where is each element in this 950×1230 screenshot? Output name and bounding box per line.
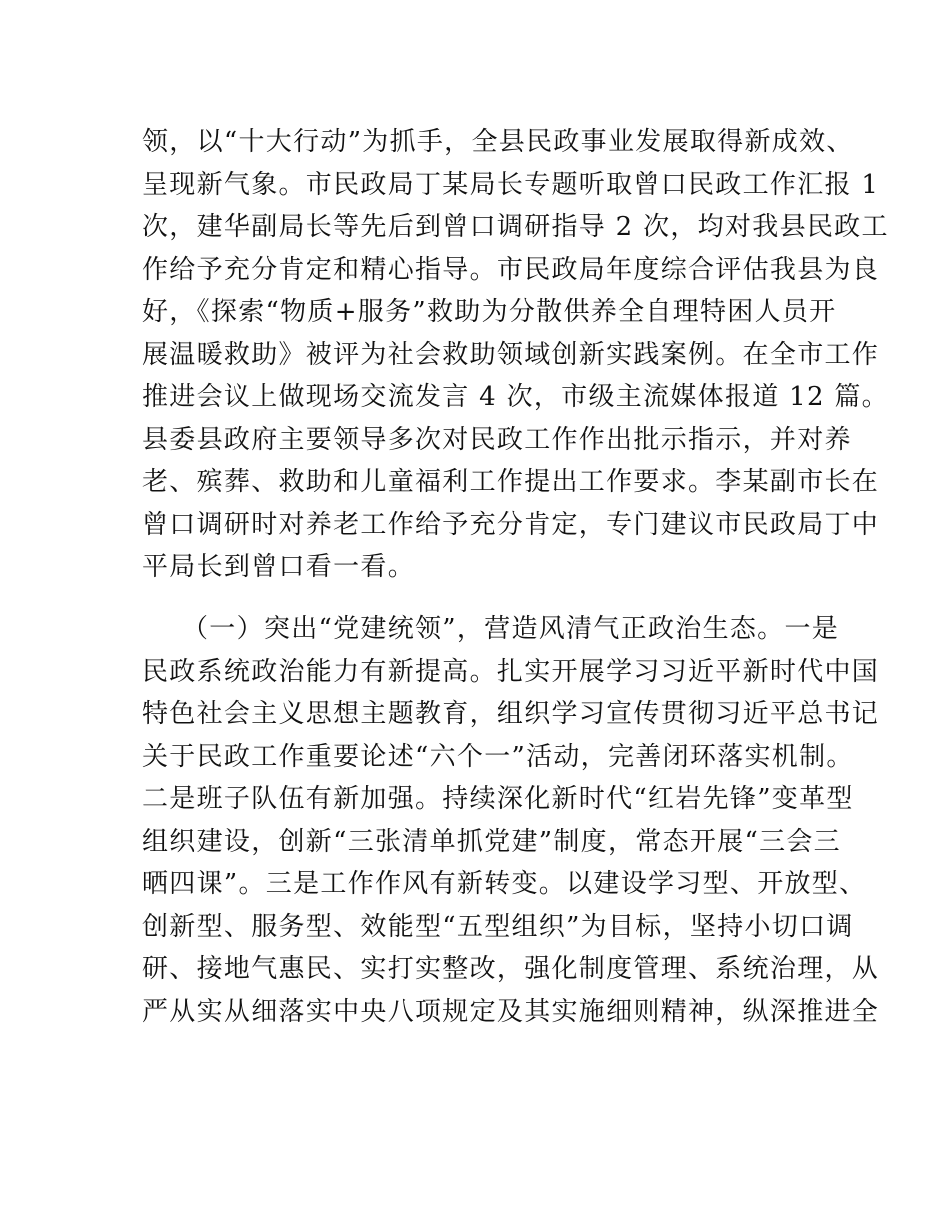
paragraph-1	[142, 121, 889, 589]
paragraph-line: 曾口调研时对养老工作给予充分肯定，专门建议市民政局丁中	[142, 509, 880, 540]
paragraph-line: 平局长到曾口看一看。	[142, 552, 416, 582]
paragraph-line: 晒四课”。三是工作作风有新转变。以建设学习型、开放型、	[142, 869, 867, 899]
paragraph-line: （一）突出“党建统领”，营造风清气正政治生态。一是	[182, 614, 840, 644]
paragraph-line: 民政系统政治能力有新提高。扎实开展学习习近平新时代中国	[142, 656, 880, 687]
paragraph-line: 好，《探索“物质+服务”救助为分散供养全自理特困人员开	[142, 297, 837, 327]
paragraph-line: 县委县政府主要领导多次对民政工作作出批示指示，并对养	[142, 424, 852, 455]
paragraph-line: 创新型、服务型、效能型“五型组织”为目标，坚持小切口调	[142, 911, 854, 942]
paragraph-2	[142, 608, 880, 1033]
paragraph-line: 推进会议上做现场交流发言 4 次，市级主流媒体报道 12 篇。	[142, 382, 889, 412]
paragraph-line: 关于民政工作重要论述“六个一”活动，完善闭环落实机制。	[142, 741, 854, 772]
paragraph-line: 二是班子队伍有新加强。持续深化新时代“红岩先锋”变革型	[142, 784, 854, 814]
paragraph-line: 特色社会主义思想主题教育，组织学习宣传贯彻习近平总书记	[142, 699, 880, 729]
paragraph-line: 作给予充分肯定和精心指导。市民政局年度综合评估我县为良	[142, 254, 880, 285]
paragraph-line: 研、接地气惠民、实打实整改，强化制度管理、系统治理，从	[142, 954, 880, 984]
paragraph-line: 组织建设，创新“三张清单抓党建”制度，常态开展“三会三	[142, 826, 841, 857]
paragraph-line: 领，以“十大行动”为抓手，全县民政事业发展取得新成效、	[142, 127, 854, 157]
paragraph-line: 呈现新气象。市民政局丁某局长专题听取曾口民政工作汇报 1	[142, 169, 880, 200]
paragraph-line: 展温暖救助》被评为社会救助领域创新实践案例。在全市工作	[142, 339, 880, 370]
paragraph-line: 老、殡葬、救助和儿童福利工作提出工作要求。李某副市长在	[142, 467, 880, 497]
paragraph-line: 次，建华副局长等先后到曾口调研指导 2 次，均对我县民政工	[142, 212, 889, 242]
paragraph-line: 严从实从细落实中央八项规定及其实施细则精神，纵深推进全	[142, 996, 880, 1027]
